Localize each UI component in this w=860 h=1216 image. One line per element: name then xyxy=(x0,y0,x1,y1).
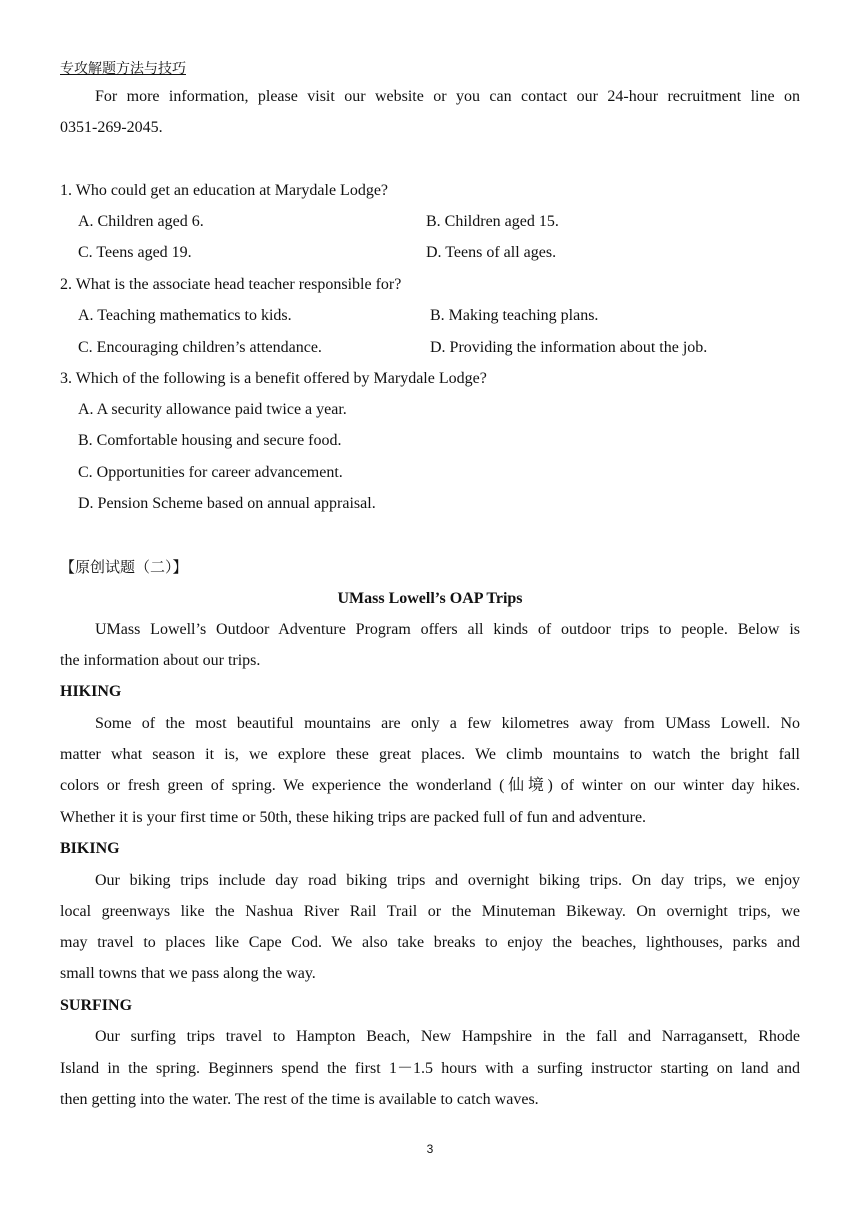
page-number: 3 xyxy=(426,1142,434,1156)
section-heading-biking: BIKING xyxy=(60,840,120,857)
intro-line-1: For more information, please visit our website or you can contact our 24-hour recruitment line on xyxy=(95,88,800,105)
article-intro-line-1: UMass Lowell’s Outdoor Adventure Program offers all kinds of outdoor trips to people. Below is xyxy=(95,621,800,638)
intro-line-2: 0351-269-2045. xyxy=(60,119,163,136)
biking-line-1: Our biking trips include day road biking trips and overnight biking trips. On day trips, we enjoy xyxy=(95,872,800,889)
section-heading-hiking: HIKING xyxy=(60,683,122,700)
page-header: 专攻解题方法与技巧 xyxy=(60,61,186,77)
question-3-option-b: B. Comfortable housing and secure food. xyxy=(78,432,342,449)
question-1-option-b: B. Children aged 15. xyxy=(426,213,559,230)
question-2-option-c: C. Encouraging children’s attendance. xyxy=(78,339,322,356)
surfing-line-2: Island in the spring. Beginners spend the first 1－1.5 hours with a surfing instructor starting on land and xyxy=(60,1060,800,1077)
question-3-option-c: C. Opportunities for career advancement. xyxy=(78,464,343,481)
article-title: UMass Lowell’s OAP Trips xyxy=(337,590,523,607)
question-3-option-a: A. A security allowance paid twice a year. xyxy=(78,401,347,418)
question-1-option-a: A. Children aged 6. xyxy=(78,213,204,230)
hiking-line-4: Whether it is your first time or 50th, these hiking trips are packed full of fun and adventure. xyxy=(60,809,647,826)
question-2-row-2 xyxy=(78,338,818,358)
biking-line-4: small towns that we pass along the way. xyxy=(60,965,316,982)
hiking-line-2: matter what season it is, we explore these great places. We climb mountains to watch the bright fall xyxy=(60,746,800,763)
surfing-line-1: Our surfing trips travel to Hampton Beach, New Hampshire in the fall and Narragansett, Rhode xyxy=(95,1028,800,1045)
hiking-line-3: colors or fresh green of spring. We experience the wonderland (仙境) of winter on our winter day hikes. xyxy=(60,777,800,794)
question-1-option-d: D. Teens of all ages. xyxy=(426,244,557,261)
article-intro-line-2: the information about our trips. xyxy=(60,652,261,669)
question-3-option-d: D. Pension Scheme based on annual appraisal. xyxy=(78,495,376,512)
surfing-line-3: then getting into the water. The rest of the time is available to catch waves. xyxy=(60,1091,539,1108)
question-1-option-c: C. Teens aged 19. xyxy=(78,244,192,261)
question-2-row-1 xyxy=(78,306,818,326)
question-2-option-b: B. Making teaching plans. xyxy=(430,307,599,324)
biking-line-3: may travel to places like Cape Cod. We also take breaks to enjoy the beaches, lighthouses, parks and xyxy=(60,934,800,951)
question-1-stem: 1. Who could get an education at Marydale Lodge? xyxy=(60,182,389,199)
question-2-stem: 2. What is the associate head teacher responsible for? xyxy=(60,276,402,293)
question-2-option-a: A. Teaching mathematics to kids. xyxy=(78,307,292,324)
section-label: 【原创试题（二）】 xyxy=(60,558,188,576)
biking-line-2: local greenways like the Nashua River Rail Trail or the Minuteman Bikeway. On overnight trips, we xyxy=(60,903,800,920)
question-3-stem: 3. Which of the following is a benefit offered by Marydale Lodge? xyxy=(60,370,487,387)
section-heading-surfing: SURFING xyxy=(60,997,133,1014)
question-2-option-d: D. Providing the information about the job. xyxy=(430,339,708,356)
question-1-row-1 xyxy=(78,212,818,232)
hiking-line-1: Some of the most beautiful mountains are only a few kilometres away from UMass Lowell. No xyxy=(95,715,800,732)
question-1-row-2 xyxy=(78,243,818,263)
